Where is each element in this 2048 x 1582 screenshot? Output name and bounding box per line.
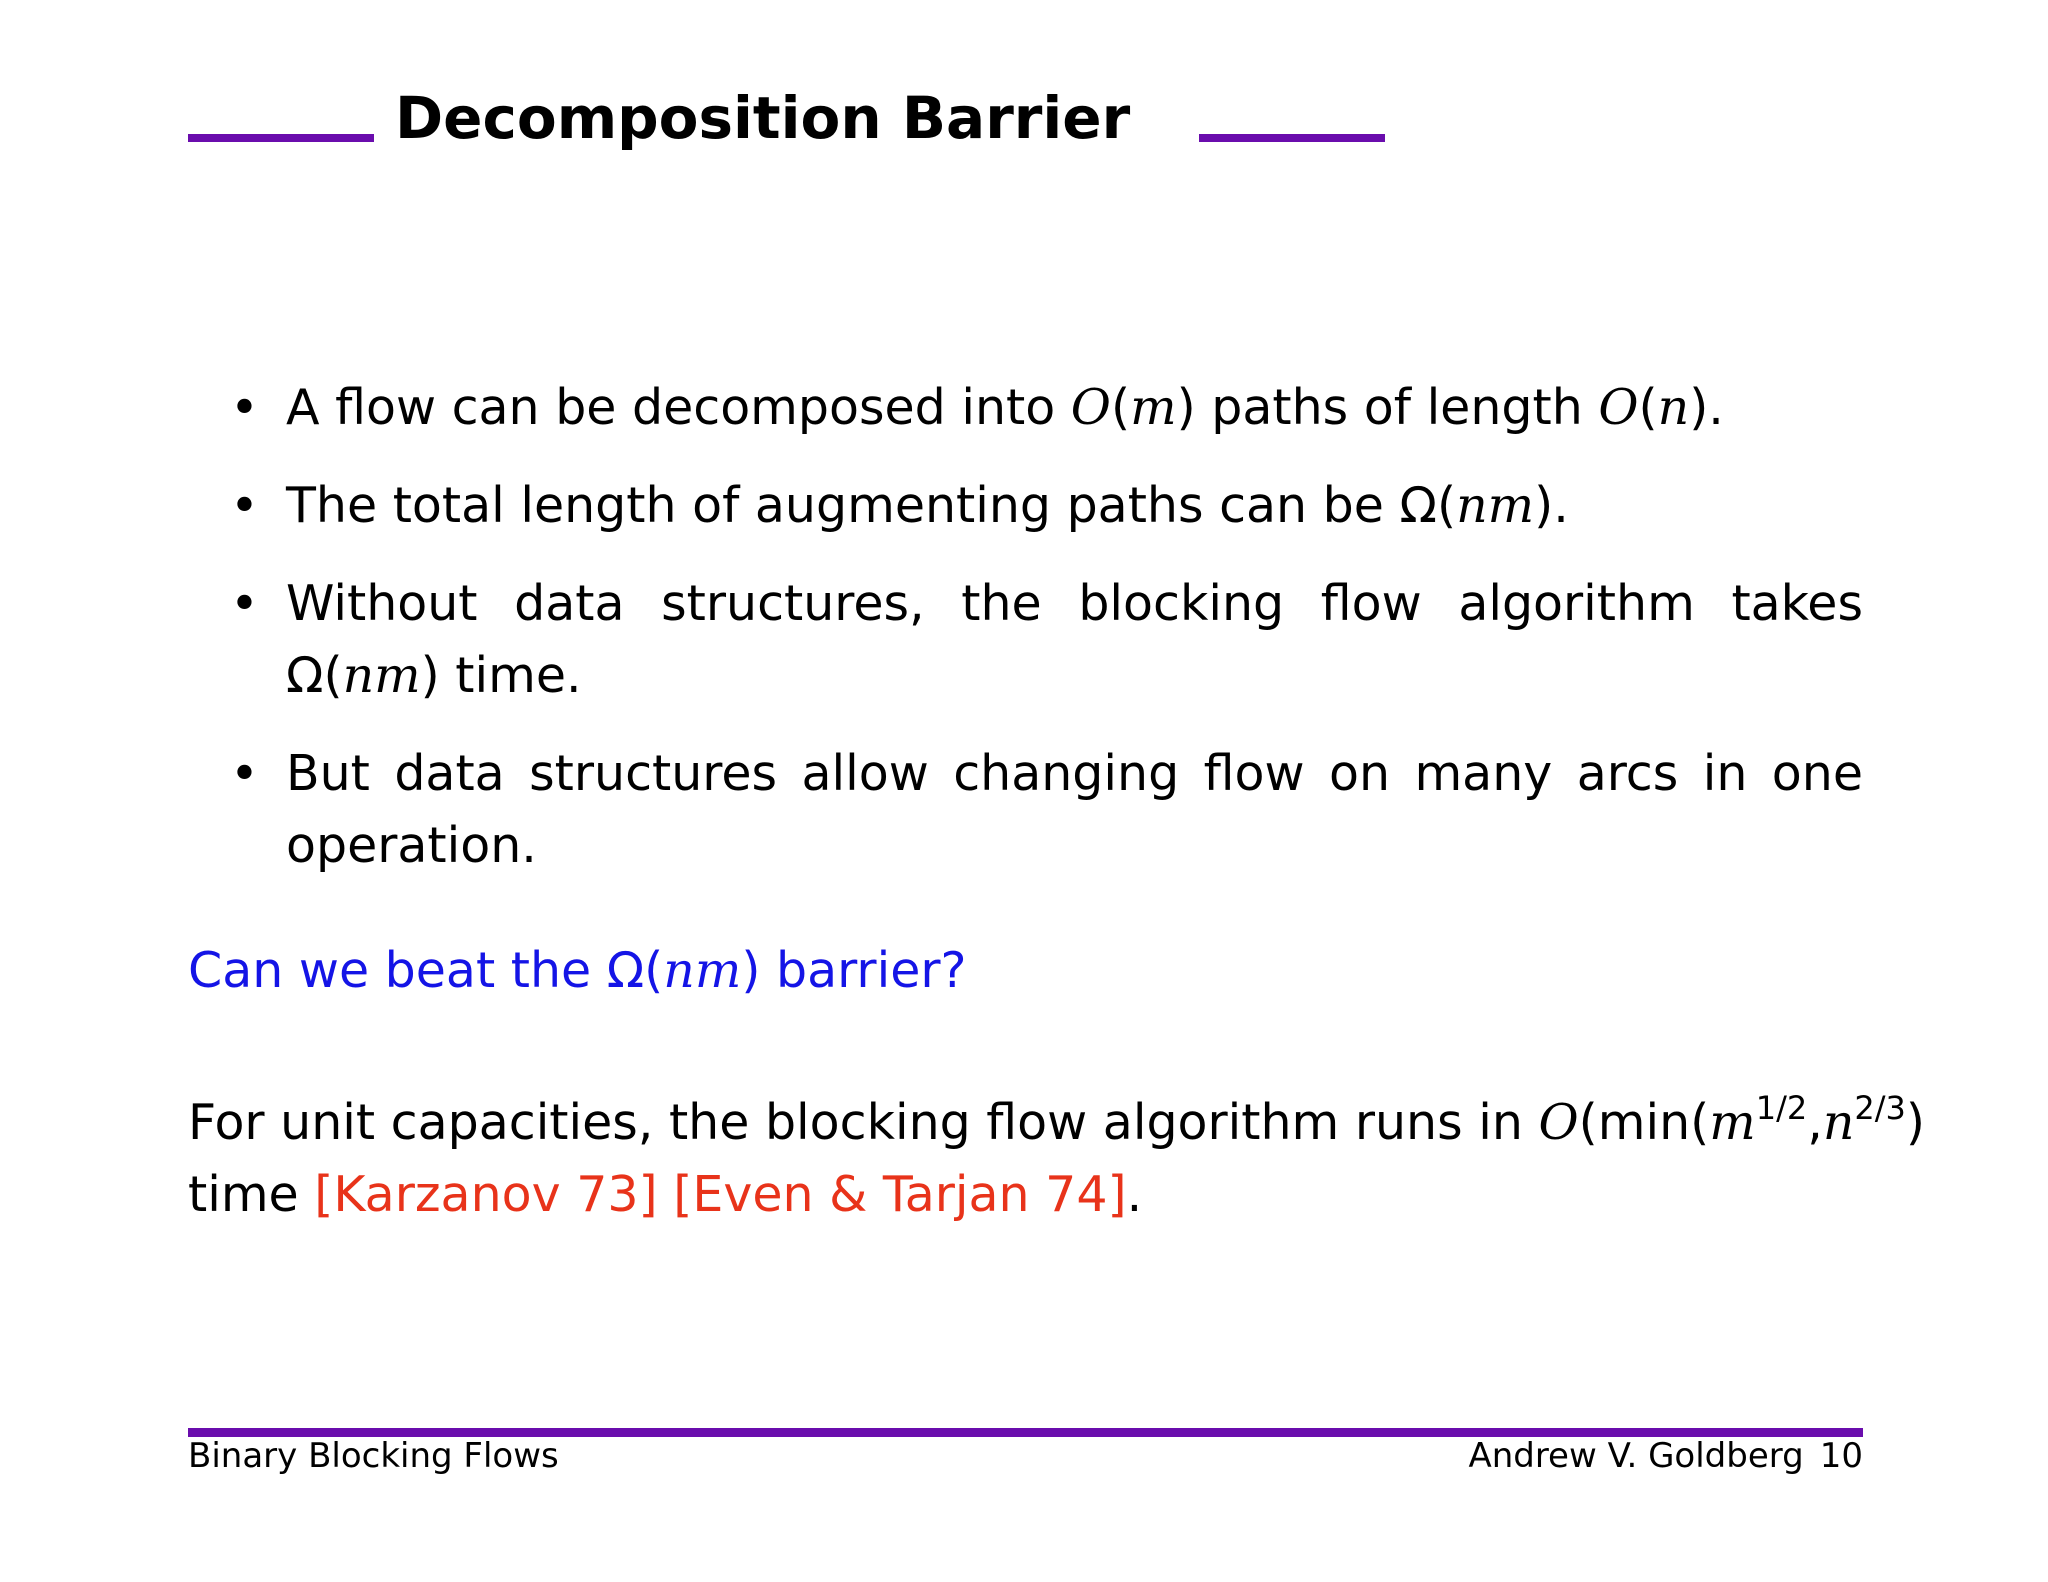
bullet-icon: • [230, 477, 259, 534]
footer-author: Andrew V. Goldberg [1468, 1436, 1804, 1476]
bullet-item: • A flow can be decomposed into O(m) paths of length O(n). [188, 372, 1863, 444]
bullet-icon: • [230, 379, 259, 436]
bullet-item: • But data structures allow changing flow on many arcs in one operation. [188, 738, 1863, 882]
bullet-icon: • [230, 575, 259, 632]
title-rule-left [188, 134, 374, 142]
citation-karzanov: [Karzanov 73] [314, 1166, 658, 1223]
slide-title: Decomposition Barrier [395, 84, 1131, 152]
page-number: 10 [1819, 1436, 1863, 1476]
bullet-icon: • [230, 745, 259, 802]
footer-author-page [1468, 1434, 1863, 1478]
result-line-1: For unit capacities, the blocking flow algorithm runs in $O(\min(m^{1/2},n^{2/3})$ [188, 1089, 1926, 1151]
result-text [188, 1087, 2048, 1231]
question-line: Can we beat the Ω(nm) barrier? [188, 942, 967, 999]
bullet-item: • The total length of augmenting paths can be Ω(nm). [188, 470, 1863, 542]
footer-title: Binary Blocking Flows [188, 1436, 559, 1476]
result-line-2: time [Karzanov 73] [Even & Tarjan 74]. [188, 1166, 1143, 1223]
title-rule-right [1199, 134, 1385, 142]
citation-even-tarjan: [Even & Tarjan 74] [673, 1166, 1127, 1223]
bullet-item: • Without data structures, the blocking flow algorithm takes Ω(nm) time. [188, 568, 1863, 712]
bullet-list [188, 372, 1863, 908]
